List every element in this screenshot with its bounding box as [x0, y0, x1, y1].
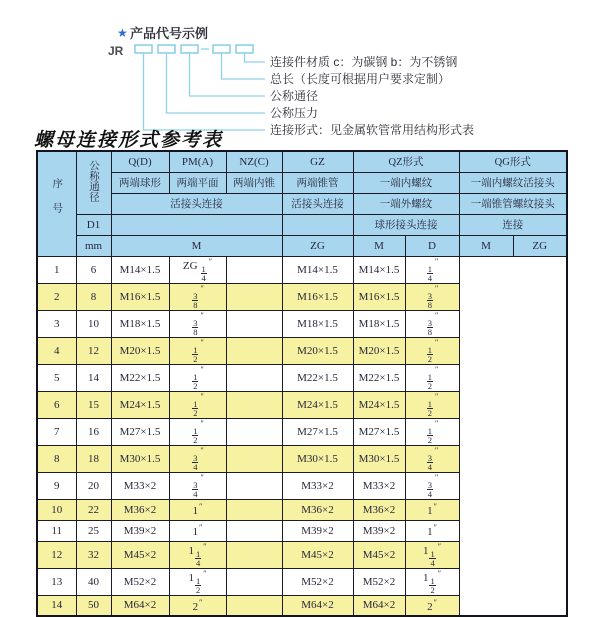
- cell-qg-zg: $\frac{3}{4}$ ″: [405, 472, 459, 499]
- cell-serial: 5: [37, 364, 76, 391]
- cell-qg-zg: $\frac{3}{4}$ ″: [405, 445, 459, 472]
- cell-gz: $\frac{1}{2}$ ″: [169, 418, 226, 445]
- cell-qg-m: M20×1.5: [353, 337, 405, 364]
- cell-qg-zg: $\frac{3}{8}$ ″: [405, 283, 459, 310]
- table-row: [37, 310, 567, 337]
- header-mm: mm: [76, 235, 111, 256]
- cell-qg-zg: 1 $\frac{1}{4}$ ″: [405, 541, 459, 568]
- header-col-nz: NZ(C): [226, 151, 282, 172]
- cell-qg-zg: 1″: [405, 520, 459, 541]
- code-box-5: [236, 45, 253, 53]
- header-qz-connection: 球形接头连接: [353, 214, 459, 235]
- cell-serial: 13: [37, 568, 76, 595]
- cell-gz: ZG $\frac{1}{4}$ ″: [169, 256, 226, 283]
- cell-qg-zg: 1 $\frac{1}{2}$ ″: [405, 568, 459, 595]
- header-qz-m: M: [353, 235, 405, 256]
- cell-qg-m: M30×1.5: [353, 445, 405, 472]
- table-row: [37, 520, 567, 541]
- cell-m: M27×1.5: [111, 418, 169, 445]
- cell-m: M24×1.5: [111, 391, 169, 418]
- label-connection-form: 连接形式：见金属软管常用结构形式表: [270, 123, 475, 137]
- cell-m: M14×1.5: [111, 256, 169, 283]
- cell-qz-m: [226, 499, 282, 520]
- cell-qg-zg: 2″: [405, 595, 459, 616]
- cell-gz: $\frac{3}{4}$ ″: [169, 472, 226, 499]
- cell-dn: 25: [76, 520, 111, 541]
- cell-qz-m: [226, 310, 282, 337]
- cell-qg-m: M64×2: [353, 595, 405, 616]
- connector-line-3: [190, 53, 266, 96]
- cell-qg-zg: $\frac{1}{4}$ ″: [405, 256, 459, 283]
- code-box-2: [158, 45, 175, 53]
- cell-gz: $\frac{1}{2}$ ″: [169, 391, 226, 418]
- cell-gz: 2″: [169, 595, 226, 616]
- cell-qg-zg: $\frac{1}{2}$ ″: [405, 391, 459, 418]
- cell-qz-d: M16×1.5: [282, 283, 353, 310]
- cell-gz: $\frac{1}{2}$ ″: [169, 337, 226, 364]
- cell-qz-d: M45×2: [282, 541, 353, 568]
- header-empty-qpn: [111, 214, 282, 235]
- header-pm-sub: 两端平面: [169, 172, 226, 193]
- cell-serial: 11: [37, 520, 76, 541]
- header-col-qg: QG形式: [459, 151, 567, 172]
- cell-qg-m: M14×1.5: [353, 256, 405, 283]
- cell-serial: 6: [37, 391, 76, 418]
- cell-gz: 1″: [169, 520, 226, 541]
- page-title: 螺母连接形式参考表: [34, 130, 224, 151]
- cell-qg-zg: $\frac{3}{8}$ ″: [405, 310, 459, 337]
- header-qg-sub1: 一端内螺纹活接头: [459, 172, 567, 193]
- cell-serial: 3: [37, 310, 76, 337]
- cell-qz-d: M33×2: [282, 472, 353, 499]
- cell-m: M22×1.5: [111, 364, 169, 391]
- cell-qg-m: M27×1.5: [353, 418, 405, 445]
- cell-qz-m: [226, 256, 282, 283]
- cell-qg-zg: 1″: [405, 499, 459, 520]
- cell-dn: 40: [76, 568, 111, 595]
- cell-qz-m: [226, 472, 282, 499]
- cell-qg-zg: $\frac{1}{2}$ ″: [405, 418, 459, 445]
- label-nominal-diameter: 公称通径: [270, 89, 319, 103]
- cell-dn: 20: [76, 472, 111, 499]
- cell-qz-m: [226, 568, 282, 595]
- header-gz-sub: 两端锥管: [282, 172, 353, 193]
- cell-serial: 1: [37, 256, 76, 283]
- table-row: [37, 337, 567, 364]
- cell-qz-m: [226, 337, 282, 364]
- table-row: [37, 445, 567, 472]
- cell-m: M16×1.5: [111, 283, 169, 310]
- cell-gz: 1″: [169, 499, 226, 520]
- connector-line-5: [245, 53, 266, 62]
- cell-serial: 4: [37, 337, 76, 364]
- table-row: [37, 256, 567, 283]
- cell-serial: 7: [37, 418, 76, 445]
- cell-qz-d: M39×2: [282, 520, 353, 541]
- cell-qz-d: M52×2: [282, 568, 353, 595]
- cell-serial: 12: [37, 541, 76, 568]
- cell-dn: 10: [76, 310, 111, 337]
- table-row: [37, 541, 567, 568]
- cell-m: M45×2: [111, 541, 169, 568]
- cell-dn: 6: [76, 256, 111, 283]
- cell-qz-m: [226, 364, 282, 391]
- cell-qz-d: M30×1.5: [282, 445, 353, 472]
- cell-qg-m: M24×1.5: [353, 391, 405, 418]
- label-nominal-pressure: 公称压力: [270, 106, 319, 120]
- header-zg: ZG: [282, 235, 353, 256]
- cell-gz: 1 $\frac{1}{4}$ ″: [169, 541, 226, 568]
- code-box-1: [135, 45, 152, 53]
- cell-qz-d: M64×2: [282, 595, 353, 616]
- header-d1: D1: [76, 214, 111, 235]
- header-col-q: Q(D): [111, 151, 169, 172]
- cell-qg-m: M39×2: [353, 520, 405, 541]
- cell-dn: 22: [76, 499, 111, 520]
- cell-m: M64×2: [111, 595, 169, 616]
- cell-m: M30×1.5: [111, 445, 169, 472]
- cell-m: M52×2: [111, 568, 169, 595]
- header-nominal-diameter: 公称通径: [76, 151, 111, 214]
- cell-qg-m: M18×1.5: [353, 310, 405, 337]
- cell-gz: $\frac{3}{8}$ ″: [169, 310, 226, 337]
- header-nz-sub: 两端内锥: [226, 172, 282, 193]
- cell-dn: 8: [76, 283, 111, 310]
- header-qz-sub2: 一端外螺纹: [353, 193, 459, 214]
- product-prefix: JR: [108, 44, 124, 58]
- header-col-qz: QZ形式: [353, 151, 459, 172]
- table-header: [37, 151, 567, 256]
- cell-qz-d: M14×1.5: [282, 256, 353, 283]
- header-m: M: [111, 235, 282, 256]
- cell-m: M39×2: [111, 520, 169, 541]
- header-gz-connection: 活接头连接: [282, 193, 353, 214]
- code-box-4: [213, 45, 230, 53]
- cell-m: M36×2: [111, 499, 169, 520]
- cell-qz-m: [226, 520, 282, 541]
- cell-qz-m: [226, 283, 282, 310]
- table-row: [37, 472, 567, 499]
- header-empty-gz: [282, 214, 353, 235]
- cell-gz: 1 $\frac{1}{2}$ ″: [169, 568, 226, 595]
- cell-serial: 10: [37, 499, 76, 520]
- diagram-heading: 产品代号示例: [130, 26, 209, 41]
- header-qz-sub1: 一端内螺纹: [353, 172, 459, 193]
- cell-m: M20×1.5: [111, 337, 169, 364]
- cell-qg-m: M33×2: [353, 472, 405, 499]
- cell-qg-zg: $\frac{1}{2}$ ″: [405, 364, 459, 391]
- table-row: [37, 391, 567, 418]
- cell-serial: 14: [37, 595, 76, 616]
- table-row: [37, 283, 567, 310]
- table-row: [37, 418, 567, 445]
- cell-dn: 18: [76, 445, 111, 472]
- header-qg-m: M: [459, 235, 513, 256]
- product-code-diagram: [0, 0, 600, 145]
- cell-qz-m: [226, 445, 282, 472]
- cell-serial: 9: [37, 472, 76, 499]
- nut-connection-table: [36, 150, 568, 617]
- connector-line-1: [144, 53, 266, 130]
- cell-qz-m: [226, 391, 282, 418]
- cell-qz-m: [226, 541, 282, 568]
- header-col-gz: GZ: [282, 151, 353, 172]
- table-row: [37, 364, 567, 391]
- header-qg-connection: 连接: [459, 214, 567, 235]
- table-row: [37, 568, 567, 595]
- header-qz-d: D: [405, 235, 459, 256]
- table-body: [37, 256, 567, 616]
- cell-serial: 8: [37, 445, 76, 472]
- table-row: [37, 595, 567, 616]
- header-q-sub: 两端球形: [111, 172, 169, 193]
- cell-gz: $\frac{3}{4}$ ″: [169, 445, 226, 472]
- header-qg-zg: ZG: [513, 235, 567, 256]
- header-col-pm: PM(A): [169, 151, 226, 172]
- connector-line-4: [222, 53, 266, 79]
- cell-m: M18×1.5: [111, 310, 169, 337]
- cell-qg-m: M16×1.5: [353, 283, 405, 310]
- cell-m: M33×2: [111, 472, 169, 499]
- label-material: 连接件材质 c：为碳钢 b：为不锈钢: [270, 55, 458, 69]
- cell-qz-m: [226, 595, 282, 616]
- cell-qg-m: M36×2: [353, 499, 405, 520]
- cell-dn: 32: [76, 541, 111, 568]
- cell-dn: 50: [76, 595, 111, 616]
- cell-qz-m: [226, 418, 282, 445]
- cell-qg-m: M45×2: [353, 541, 405, 568]
- cell-qg-m: M52×2: [353, 568, 405, 595]
- cell-qz-d: M18×1.5: [282, 310, 353, 337]
- cell-dn: 14: [76, 364, 111, 391]
- cell-qz-d: M27×1.5: [282, 418, 353, 445]
- header-qg-sub2: 一端锥管螺纹接头: [459, 193, 567, 214]
- cell-serial: 2: [37, 283, 76, 310]
- header-union-connection: 活接头连接: [111, 193, 282, 214]
- cell-qz-d: M24×1.5: [282, 391, 353, 418]
- cell-qg-zg: $\frac{1}{2}$ ″: [405, 337, 459, 364]
- star-icon: ★: [117, 26, 128, 40]
- label-total-length: 总长（长度可根据用户要求定制）: [270, 72, 451, 86]
- cell-qz-d: M22×1.5: [282, 364, 353, 391]
- cell-qz-d: M20×1.5: [282, 337, 353, 364]
- cell-dn: 16: [76, 418, 111, 445]
- cell-gz: $\frac{1}{2}$ ″: [169, 364, 226, 391]
- header-serial: 序号: [37, 151, 76, 256]
- cell-qz-d: M36×2: [282, 499, 353, 520]
- table-row: [37, 499, 567, 520]
- cell-dn: 15: [76, 391, 111, 418]
- cell-gz: $\frac{3}{8}$ ″: [169, 283, 226, 310]
- code-box-3: [181, 45, 198, 53]
- cell-qg-m: M22×1.5: [353, 364, 405, 391]
- cell-dn: 12: [76, 337, 111, 364]
